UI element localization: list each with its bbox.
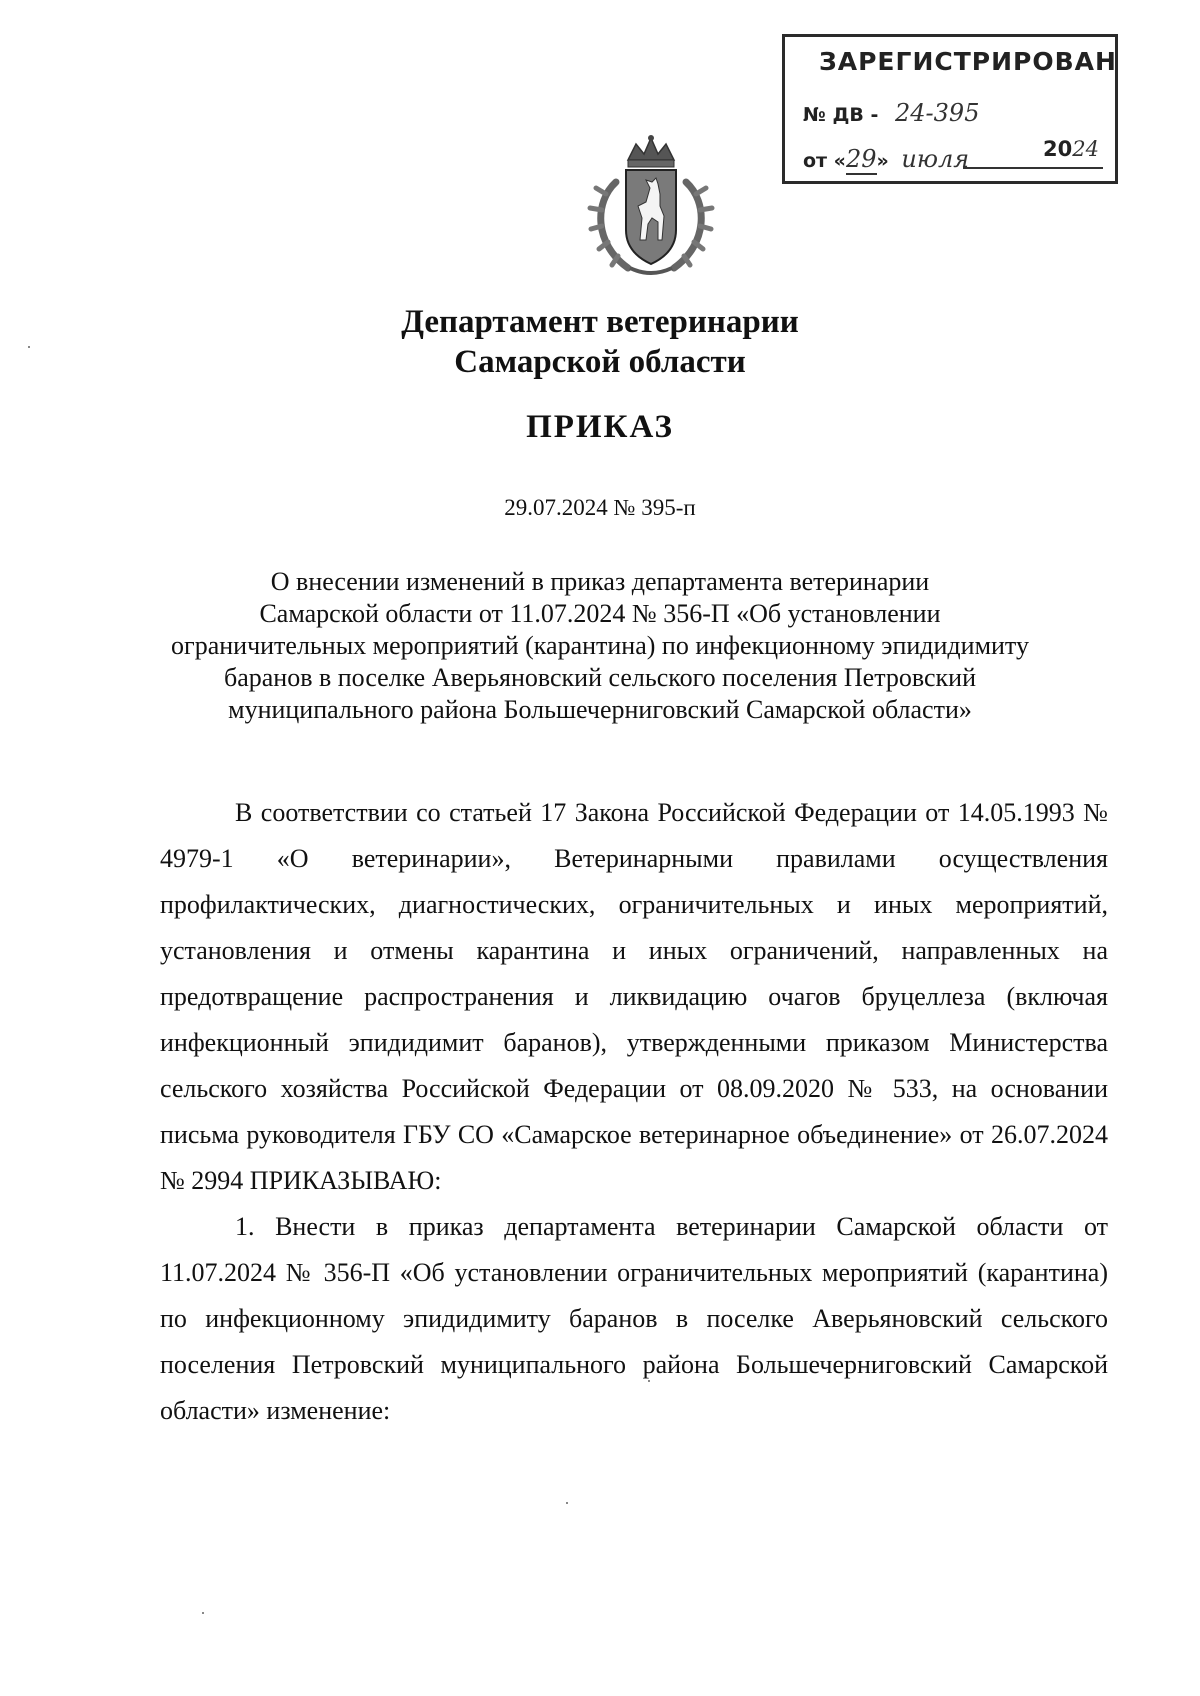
stamp-number-prefix: № ДВ - [803, 104, 879, 126]
scan-speck [28, 346, 30, 348]
stamp-date-day: 29 [845, 145, 877, 173]
order-body [160, 790, 1108, 1434]
stamp-title: ЗАРЕГИСТРИРОВАН [819, 47, 1117, 76]
stamp-year [1043, 137, 1099, 161]
stamp-date-suffix: » [876, 150, 889, 172]
stamp-number-line [803, 99, 979, 127]
document-date-number: 29.07.2024 № 395-п [504, 495, 696, 520]
samara-region-coat-of-arms-icon [576, 132, 726, 282]
stamp-underline [963, 167, 1103, 169]
stamp-date-month: июля [901, 145, 970, 173]
stamp-year-prefix: 20 [1043, 137, 1073, 161]
subject-line: муниципального района Большечерниговский Самарской области» [228, 695, 972, 724]
subject-line: Самарской области от 11.07.2024 № 356-П «Об установлении [259, 599, 941, 628]
stamp-number-value: 24-395 [895, 99, 980, 127]
item-1-paragraph: 1. Внести в приказ департамента ветеринарии Самарской области от 11.07.2024 № 356-П «Об установлении ограничительных мероприятий (карантина) по инфекционному эпидидимиту баранов в поселке Аверьяновский сельского поселения Петровский муниципального района Большечерниговский Самарской области» изменение: [160, 1212, 1108, 1425]
organization-name-line2: Самарской области [454, 344, 746, 380]
organization-name [0, 302, 1200, 382]
subject-line: баранов в поселке Аверьяновский сельского поселения Петровский [223, 663, 976, 692]
scan-speck [648, 1380, 650, 1382]
organization-name-line1: Департамент ветеринарии [401, 304, 799, 340]
stamp-date-prefix: от « [803, 150, 846, 172]
scan-speck [566, 1502, 568, 1504]
scan-speck [202, 1612, 204, 1614]
order-subject [160, 566, 1040, 726]
registration-stamp [782, 34, 1118, 184]
subject-line: О внесении изменений в приказ департамента ветеринарии [270, 567, 930, 596]
subject-line: ограничительных мероприятий (карантина) по инфекционному эпидидимиту [171, 631, 1029, 660]
preamble-paragraph: В соответствии со статьей 17 Закона Российской Федерации от 14.05.1993 № 4979-1 «О ветеринарии», Ветеринарными правилами осуществления профилактических, диагностических, ограничительных и иных мероприятий, установления и отмены карантина и иных ограничений, направленных на предотвращение распространения и ликвидацию очагов бруцеллеза (включая инфекционный эпидидимит баранов), утвержденными приказом Министерства сельского хозяйства Российской Федерации от 08.09.2020 № 533, на основании письма руководителя ГБУ СО «Самарское ветеринарное объединение» от 26.07.2024 № 2994 ПРИКАЗЫВАЮ: [160, 798, 1108, 1195]
document-type: ПРИКАЗ [526, 409, 674, 445]
stamp-date-line [803, 145, 969, 175]
stamp-year-suffix: 24 [1072, 137, 1099, 161]
